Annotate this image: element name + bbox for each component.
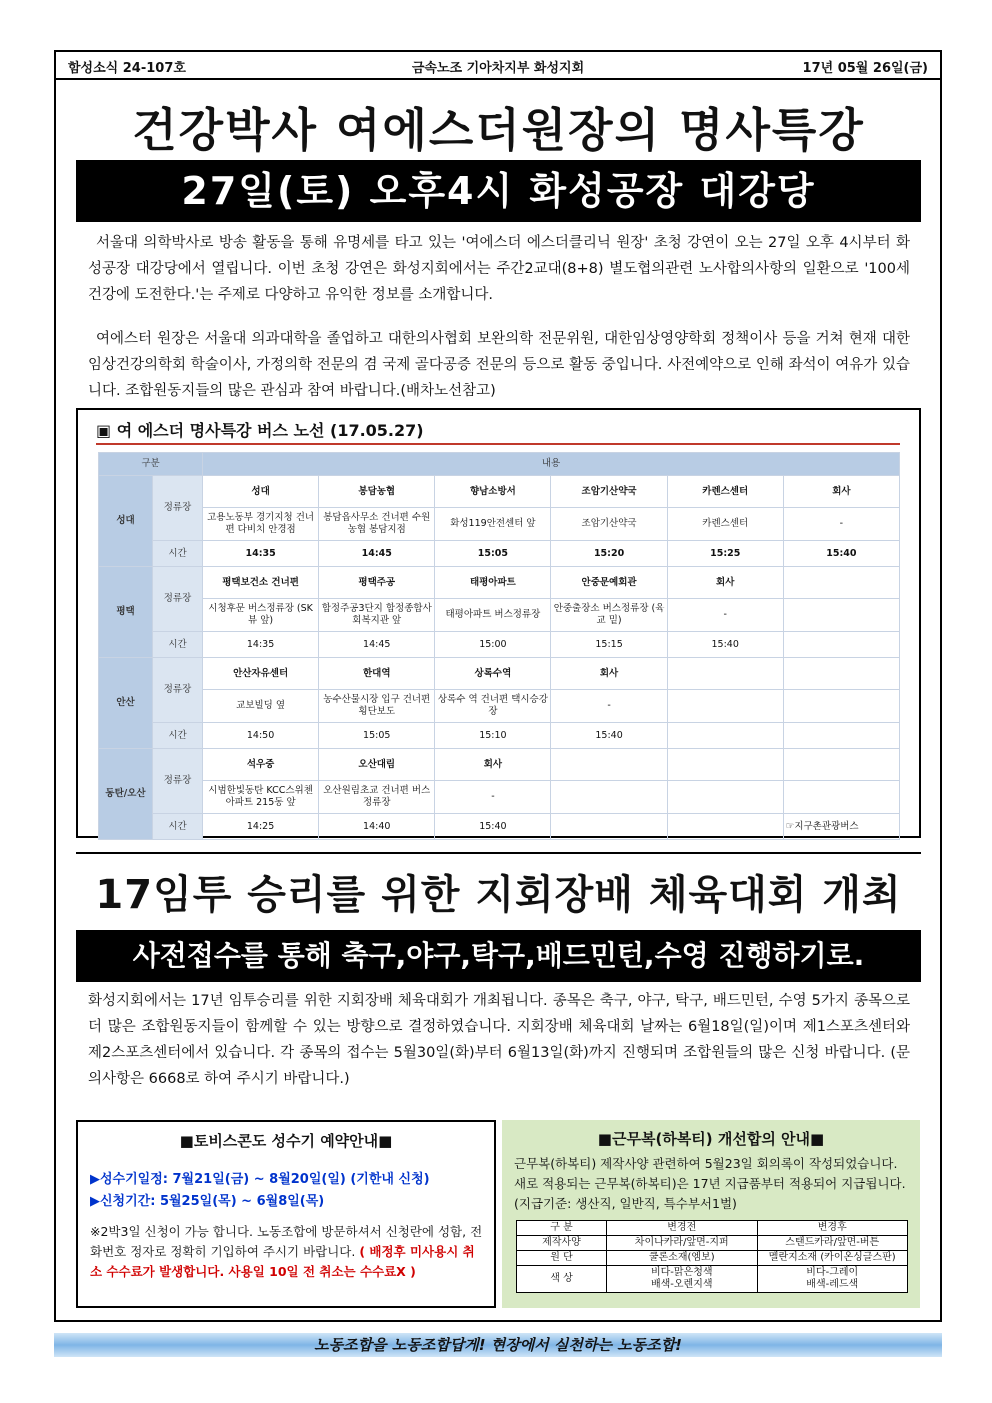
bus-table-row [99, 814, 900, 840]
stop-location-cell: 상록수 역 건너편 택시승강장 [435, 690, 551, 723]
bus-table-row [99, 541, 900, 567]
bus-table-row [99, 723, 900, 749]
article2-subtitle: 사전접수를 통해 축구,야구,탁구,배드민턴,수영 진행하기로. [76, 930, 921, 982]
color-before-body: 비다-맑은청색 [650, 1267, 713, 1278]
bus-table-row [99, 476, 900, 508]
stop-name-cell: 안산자유센터 [203, 658, 319, 690]
time-cell [667, 814, 783, 840]
stop-location-cell: - [783, 508, 899, 541]
article1-paragraph-2: 여에스터 원장은 서울대 의과대학을 졸업하고 대한의사협회 보완의학 전문위원, 대한임상영양학회 정책이사 등을 거쳐 현재 대한임상건강의학회 학술이사, 가정의학 전문의 겸 국제 골다공증 전문의 등으로 활동 중입니다. 사전예약으로 인해 좌석이 여유가 있습니다. 조합원동지들의 많은 관심과 참여 바랍니다.(배차노선참고) [88, 331, 910, 399]
time-cell: 15:40 [667, 632, 783, 658]
stop-location-cell: 고용노동부 경기지청 건너편 다비치 안경점 [203, 508, 319, 541]
bus-table-row [99, 781, 900, 814]
uniform-spec-table [516, 1220, 908, 1293]
region-label: 성대 [99, 476, 153, 567]
color-after-accent: 배색-레드색 [806, 1279, 859, 1290]
stop-name-cell: 평택보건소 건너편 [203, 567, 319, 599]
peak-season-schedule: ▶성수기일정: 7월21일(금) ~ 8월20일(일) (기한내 신청) [90, 1172, 430, 1187]
stop-location-cell [783, 781, 899, 814]
stop-location-cell [783, 690, 899, 723]
uniform-row-after: 멜란지소재 (카이온싱글스판) [757, 1251, 908, 1266]
stop-name-cell: 회사 [783, 476, 899, 508]
article1-title: 건강박사 여에스더원장의 명사특강 [132, 103, 865, 157]
stop-location-cell: 안중출장소 버스정류장 (육교 밑) [551, 599, 667, 632]
time-cell: 14:35 [203, 632, 319, 658]
time-cell: 15:40 [783, 541, 899, 567]
stop-location-cell [667, 781, 783, 814]
stop-label: 정류장 [153, 476, 203, 541]
time-label: 시간 [153, 541, 203, 567]
stop-location-cell [783, 599, 899, 632]
uniform-row-after: 스탠드카라/앞면-버튼 [757, 1236, 908, 1251]
region-label: 안산 [99, 658, 153, 749]
uniform-header-after: 변경후 [757, 1221, 908, 1236]
stop-location-cell [551, 781, 667, 814]
stop-name-cell [551, 749, 667, 781]
stop-name-cell: 안중문예회관 [551, 567, 667, 599]
stop-label: 정류장 [153, 658, 203, 723]
time-cell: 14:40 [319, 814, 435, 840]
stop-location-cell: 태평아파트 버스정류장 [435, 599, 551, 632]
stop-name-cell: 카렌스센터 [667, 476, 783, 508]
stop-name-cell [667, 749, 783, 781]
stop-location-cell: 교보빌딩 옆 [203, 690, 319, 723]
section-divider [76, 852, 921, 854]
bus-table-row [99, 567, 900, 599]
uniform-notice-text: 근무복(하복티) 제작사양 관련하여 5월23일 회의록이 작성되었습니다. 새로 적용되는 근무복(하복티)은 17년 지급품부터 적용되어 지급됩니다.(지급기준: 생산직, 일반직, 특수부서1벌) [514, 1156, 906, 1211]
stop-name-cell [667, 658, 783, 690]
time-cell [551, 814, 667, 840]
article2-paragraph: 화성지회에서는 17년 임투승리를 위한 지회장배 체육대회가 개최됩니다. 종목은 축구, 야구, 탁구, 배드민턴, 수영 5가지 종목으로 더 많은 조합원동지들이 함께할 수 있는 방향으로 결정하였습니다. 지회장배 체육대회 날짜는 6월18일(일)이며 제1스포츠센터와 제2스포츠센터에서 있습니다. 각 종목의 접수는 5월30일(화)부터 6월13일(화)까지 진행되며 조합원들의 많은 신청 바랍니다. (문의사항은 6668로 하여 주시기 바랍니다.) [88, 993, 910, 1087]
time-cell: 15:20 [551, 541, 667, 567]
application-period: ▶신청기간: 5월25일(목) ~ 6월8일(목) [90, 1194, 325, 1209]
time-cell: 14:35 [203, 541, 319, 567]
bus-table-row [99, 690, 900, 723]
footer-slogan: 노동조합을 노동조합답게! 현장에서 실천하는 노동조합! [54, 1333, 942, 1357]
stop-location-cell: 봉담읍사무소 건너편 수원농협 봉담지점 [319, 508, 435, 541]
time-cell: 15:15 [551, 632, 667, 658]
time-label: 시간 [153, 723, 203, 749]
stop-location-cell: 시범한빛동탄 KCC스위첸아파트 215동 앞 [203, 781, 319, 814]
stop-location-cell: 시청후문 버스정류장 (SK뷰 앞) [203, 599, 319, 632]
uniform-notice-box [502, 1120, 920, 1308]
stop-name-cell: 봉담농협 [319, 476, 435, 508]
stop-location-cell: 카렌스센터 [667, 508, 783, 541]
stop-name-cell [783, 567, 899, 599]
stop-name-cell: 향남소방서 [435, 476, 551, 508]
stop-name-cell: 태평아파트 [435, 567, 551, 599]
stop-location-cell: - [667, 599, 783, 632]
stop-location-cell: - [435, 781, 551, 814]
stop-name-cell [783, 658, 899, 690]
uniform-notice-title: ■근무복(하복티) 개선합의 안내■ [597, 1130, 825, 1148]
time-cell: 15:40 [551, 723, 667, 749]
stop-name-cell: 한대역 [319, 658, 435, 690]
stop-name-cell: 회사 [667, 567, 783, 599]
time-cell [783, 632, 899, 658]
bus-table-row [99, 749, 900, 781]
bus-table-row [99, 599, 900, 632]
time-cell: 14:45 [319, 632, 435, 658]
color-after-body: 비다-그레이 [806, 1267, 859, 1278]
stop-name-cell: 평택주공 [319, 567, 435, 599]
col-header-content: 내용 [203, 453, 900, 476]
uniform-color-label: 색 상 [517, 1266, 607, 1293]
condo-note: ※2박3일 신청이 가능 합니다. 노동조합에 방문하셔서 신청란에 성함, 전화번호 정자로 정확히 기입하여 주시기 바랍니다. [90, 1224, 483, 1259]
time-cell: 14:45 [319, 541, 435, 567]
stop-location-cell: - [551, 690, 667, 723]
bus-table-row [99, 508, 900, 541]
condo-notice-box [76, 1120, 496, 1308]
stop-location-cell: 농수산물시장 입구 건너편 횡단보도 [319, 690, 435, 723]
uniform-row-before: 쿨론소재(엠보) [607, 1251, 758, 1266]
stop-location-cell: 조암기산약국 [551, 508, 667, 541]
condo-notice-title: ■토비스콘도 성수기 예약안내■ [179, 1132, 393, 1150]
stop-location-cell: 화성119안전센터 앞 [435, 508, 551, 541]
time-cell: 14:50 [203, 723, 319, 749]
condo-note-block [90, 1222, 486, 1282]
region-label: 평택 [99, 567, 153, 658]
stop-label: 정류장 [153, 567, 203, 632]
bus-route-table [98, 452, 900, 840]
issue-number: 함성소식 24-107호 [68, 61, 186, 76]
stop-name-cell: 성대 [203, 476, 319, 508]
time-cell: 14:25 [203, 814, 319, 840]
union-name: 금속노조 기아차지부 화성지회 [411, 61, 585, 76]
time-cell: 15:10 [435, 723, 551, 749]
newsletter-header [54, 50, 942, 80]
time-cell: 15:05 [319, 723, 435, 749]
uniform-row-before: 차이나카라/앞면-지퍼 [607, 1236, 758, 1251]
stop-name-cell: 상록수역 [435, 658, 551, 690]
stop-location-cell [667, 690, 783, 723]
time-label: 시간 [153, 814, 203, 840]
uniform-color-after [757, 1266, 908, 1293]
article2-title: 17임투 승리를 위한 지회장배 체육대회 개최 [95, 872, 902, 918]
stop-name-cell: 석우중 [203, 749, 319, 781]
time-cell [667, 723, 783, 749]
issue-date: 17년 05월 26일(금) [802, 61, 928, 76]
time-cell: ☞지구촌관광버스 [783, 814, 899, 840]
region-label: 동탄/오산 [99, 749, 153, 840]
time-cell: 15:05 [435, 541, 551, 567]
time-cell: 15:25 [667, 541, 783, 567]
stop-name-cell: 회사 [435, 749, 551, 781]
article1-subtitle: 27일(토) 오후4시 화성공장 대강당 [76, 160, 921, 222]
title-underline [96, 443, 900, 445]
uniform-color-before [607, 1266, 758, 1293]
col-header-group: 구분 [99, 453, 203, 476]
time-label: 시간 [153, 632, 203, 658]
cancellation-warning: ( 배정후 미사용시 취소 수수료가 발생합니다. 사용일 10일 전 취소는 수수료X ) [90, 1244, 475, 1279]
uniform-header-category: 구 분 [517, 1221, 607, 1236]
uniform-row-label: 원 단 [517, 1251, 607, 1266]
stop-name-cell: 조암기산약국 [551, 476, 667, 508]
stop-name-cell: 오산대림 [319, 749, 435, 781]
bus-table-row [99, 632, 900, 658]
time-cell [783, 723, 899, 749]
stop-location-cell: 합정주공3단지 합정종합사회복지관 앞 [319, 599, 435, 632]
bus-route-title: ▣ 여 에스더 명사특강 버스 노선 (17.05.27) [96, 421, 424, 440]
uniform-row-label: 제작사양 [517, 1236, 607, 1251]
time-cell: 15:40 [435, 814, 551, 840]
article1-paragraph-1: 서울대 의학박사로 방송 활동을 통해 유명세를 타고 있는 '여에스더 에스더클리닉 원장' 초청 강연이 오는 27일 오후 4시부터 화성공장 대강당에서 열립니다. 이번 초청 강연은 화성지회에서는 주간2교대(8+8) 별도협의관련 노사합의사항의 일환으로 '100세 건강에 도전한다.'는 주제로 다양하고 유익한 정보를 소개합니다. [88, 235, 910, 303]
stop-name-cell [783, 749, 899, 781]
color-before-accent: 배색-오렌지색 [650, 1279, 713, 1290]
stop-name-cell: 회사 [551, 658, 667, 690]
uniform-header-before: 변경전 [607, 1221, 758, 1236]
bus-table-row [99, 658, 900, 690]
time-cell: 15:00 [435, 632, 551, 658]
stop-location-cell: 오산원림초교 건너편 버스정류장 [319, 781, 435, 814]
stop-label: 정류장 [153, 749, 203, 814]
